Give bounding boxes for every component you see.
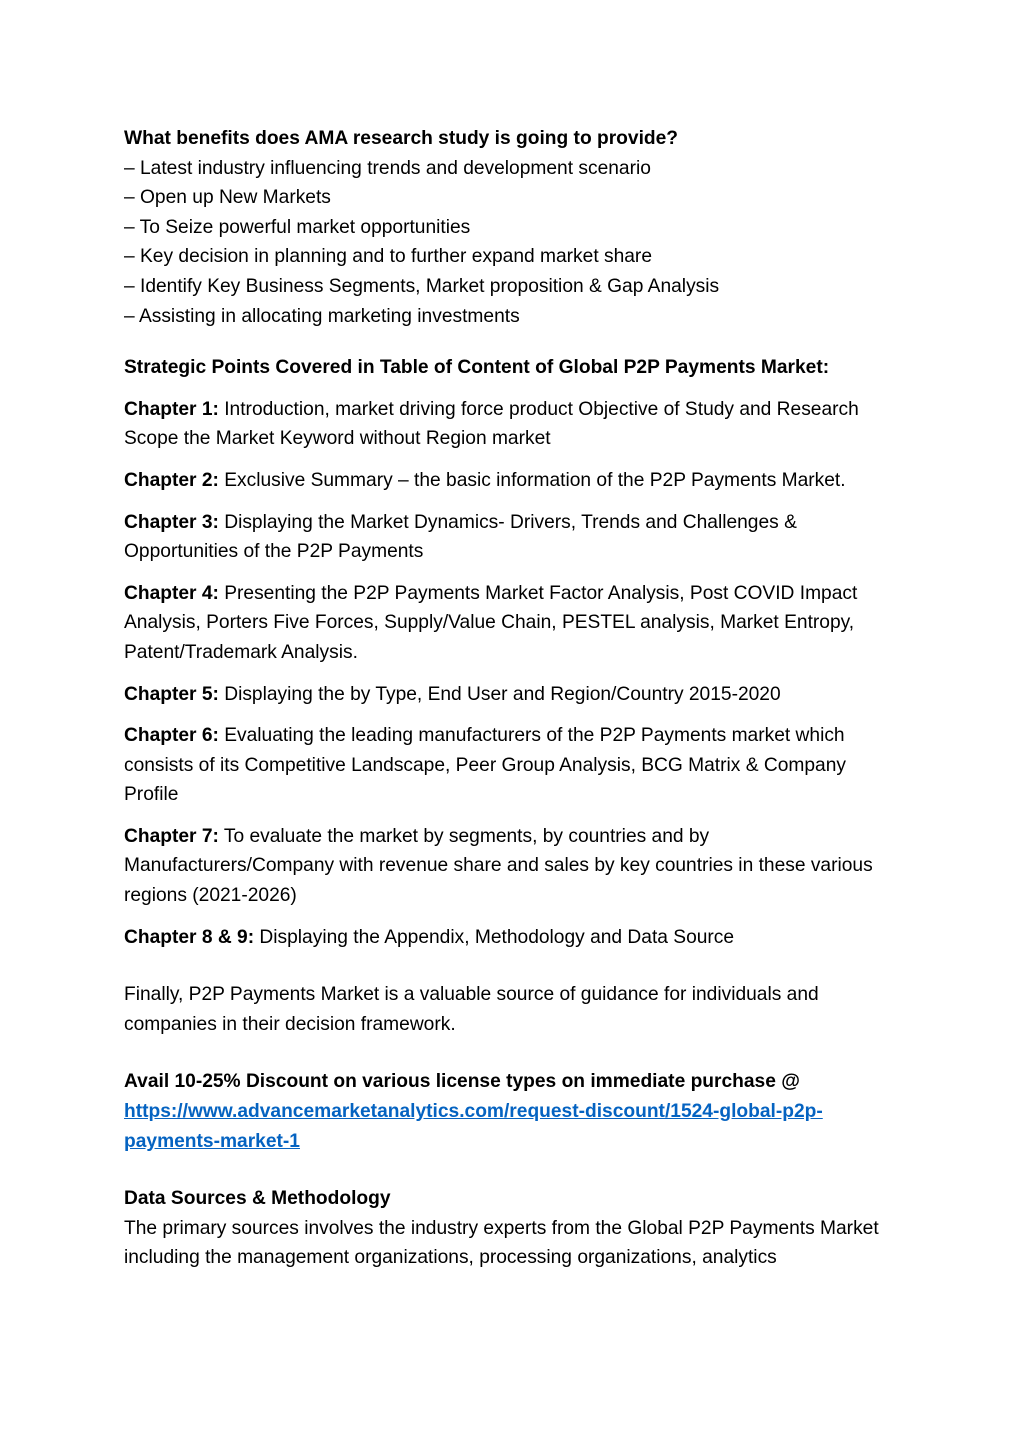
toc-section <box>124 353 904 952</box>
chapter-text: Presenting the P2P Payments Market Factor Analysis, Post COVID Impact Analysis, Porters Five Forces, Supply/Value Chain, PESTEL analysis, Market Entropy, Patent/Trademark Analysis. <box>124 582 858 663</box>
document-page <box>124 124 904 1273</box>
chapter-label: Chapter 4: <box>124 582 219 604</box>
chapter-label: Chapter 6: <box>124 725 219 747</box>
chapter-paragraph <box>124 579 904 668</box>
toc-heading: Strategic Points Covered in Table of Content of Global P2P Payments Market: <box>124 357 830 379</box>
chapter-paragraph <box>124 466 904 496</box>
methodology-heading: Data Sources & Methodology <box>124 1188 391 1210</box>
chapter-text: Displaying the by Type, End User and Region/Country 2015-2020 <box>218 683 781 705</box>
benefits-heading: What benefits does AMA research study is going to provide? <box>124 128 679 149</box>
chapter-paragraph <box>124 508 904 567</box>
benefit-item: – Identify Key Business Segments, Market proposition & Gap Analysis <box>124 275 720 297</box>
chapter-paragraph <box>124 721 904 810</box>
chapter-text: To evaluate the market by segments, by countries and by Manufacturers/Company with revenue share and sales by key countries in these various regions (2021-2026) <box>124 825 873 907</box>
chapter-label: Chapter 7: <box>124 825 219 847</box>
benefit-item: – To Seize powerful market opportunities <box>124 216 471 238</box>
chapter-paragraph <box>124 395 904 454</box>
chapter-label: Chapter 1: <box>124 398 219 420</box>
chapter-label: Chapter 8 & 9: <box>124 926 255 948</box>
chapter-paragraph <box>124 822 904 911</box>
chapter-paragraph <box>124 923 904 953</box>
chapter-text: Exclusive Summary – the basic information of the P2P Payments Market. <box>218 469 846 491</box>
chapter-text: Displaying the Market Dynamics- Drivers, Trends and Challenges & Opportunities of the P2P Payments <box>124 511 797 563</box>
methodology-section <box>124 1184 904 1273</box>
methodology-text: The primary sources involves the industry experts from the Global P2P Payments Market including the management organizations, processing organizations, analytics <box>124 1217 879 1269</box>
benefit-item: – Open up New Markets <box>124 187 331 209</box>
benefit-item: – Assisting in allocating marketing investments <box>124 305 520 327</box>
chapter-paragraph <box>124 680 904 710</box>
chapter-text: Introduction, market driving force product Objective of Study and Research Scope the Market Keyword without Region market <box>124 398 859 450</box>
benefits-section <box>124 124 904 331</box>
discount-link[interactable]: https://www.advancemarketanalytics.com/request-discount/1524-global-p2p-payments-market-1 <box>124 1101 823 1152</box>
discount-section <box>124 1067 904 1156</box>
conclusion-paragraph: Finally, P2P Payments Market is a valuable source of guidance for individuals and companies in their decision framework. <box>124 984 819 1035</box>
chapter-label: Chapter 5: <box>124 683 219 705</box>
chapter-label: Chapter 2: <box>124 469 219 491</box>
chapter-text: Displaying the Appendix, Methodology and Data Source <box>254 926 735 948</box>
discount-text: Avail 10-25% Discount on various license types on immediate purchase @ <box>124 1071 800 1093</box>
chapter-label: Chapter 3: <box>124 511 219 533</box>
chapter-text: Evaluating the leading manufacturers of the P2P Payments market which consists of its Competitive Landscape, Peer Group Analysis, BCG Matrix & Company Profile <box>124 725 846 806</box>
benefit-item: – Key decision in planning and to further expand market share <box>124 246 652 268</box>
benefit-item: – Latest industry influencing trends and development scenario <box>124 157 651 179</box>
